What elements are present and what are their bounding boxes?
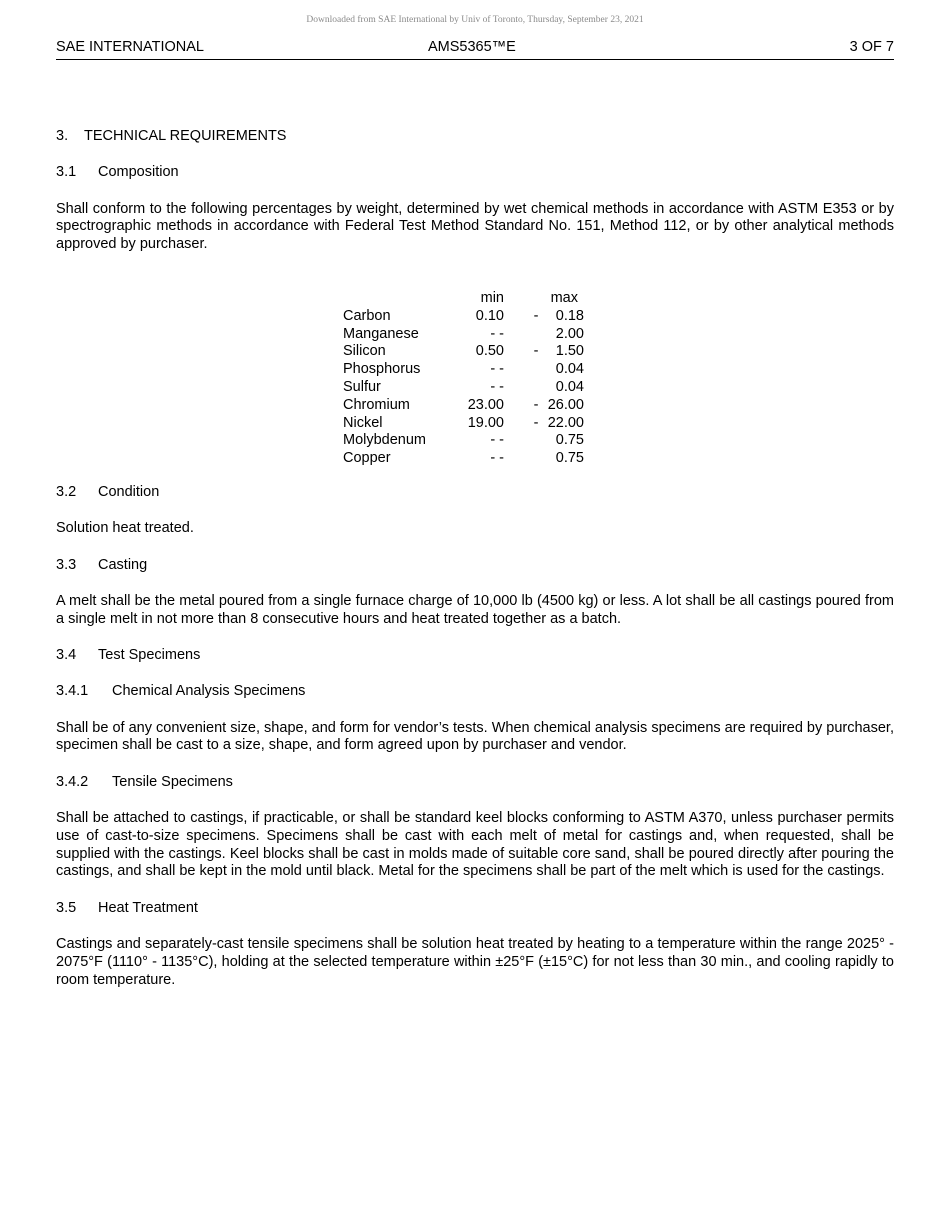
section-number: 3.3 <box>56 556 77 573</box>
composition-table <box>56 290 894 466</box>
section-title: Tensile Specimens <box>112 773 233 790</box>
max-value: 2.00 <box>555 325 584 342</box>
header-page-number: 3 OF 7 <box>849 39 894 55</box>
element-name: Nickel <box>343 414 383 431</box>
section-number: 3.4.2 <box>56 773 89 790</box>
max-value: 22.00 <box>547 414 584 431</box>
range-dash: - <box>533 396 539 413</box>
section-number: 3.4 <box>56 646 77 663</box>
header-document-number: AMS5365™E <box>428 39 516 55</box>
element-name: Silicon <box>343 343 386 360</box>
max-value: 0.18 <box>555 307 584 324</box>
element-name: Sulfur <box>343 378 381 395</box>
section-title: Chemical Analysis Specimens <box>112 683 306 700</box>
min-value: - - <box>490 432 504 449</box>
section-title: Condition <box>98 483 160 500</box>
min-value: 19.00 <box>467 414 504 431</box>
section-title: Composition <box>98 164 179 181</box>
max-value: 0.04 <box>555 361 584 378</box>
max-value: 0.75 <box>555 450 584 467</box>
section-number: 3. <box>56 128 69 144</box>
section-title: TECHNICAL REQUIREMENTS <box>84 128 287 144</box>
section-title: Heat Treatment <box>98 899 198 916</box>
chemical-analysis-paragraph: Shall be of any convenient size, shape, and form for vendor’s tests. When chemical analysis specimens are required by purchaser, specimen shall be cast to a size, shape, and form agreed upon by purchaser and vendor. <box>56 719 894 754</box>
section-heading-3-2 <box>56 484 894 502</box>
section-heading-3-4 <box>56 647 894 665</box>
heat-treatment-paragraph: Castings and separately-cast tensile specimens shall be solution heat treated by heating to a temperature within the range 2025° - 2075°F (1110° - 1135°C), holding at the selected temperature within ±25°F (±15°C) for not less than 30 min., and cooling rapidly to room temperature. <box>56 935 894 988</box>
section-heading-3-3 <box>56 557 894 575</box>
min-value: 0.10 <box>475 307 504 324</box>
element-name: Manganese <box>343 325 419 342</box>
section-number: 3.2 <box>56 483 77 500</box>
element-name: Phosphorus <box>343 361 421 378</box>
section-heading-3 <box>56 128 894 146</box>
composition-row <box>56 361 894 379</box>
element-name: Molybdenum <box>343 432 427 449</box>
min-value: - - <box>490 450 504 467</box>
max-value: 0.04 <box>555 378 584 395</box>
max-value: 0.75 <box>555 432 584 449</box>
column-header-min: min <box>480 289 504 306</box>
section-number: 3.5 <box>56 899 77 916</box>
condition-paragraph: Solution heat treated. <box>56 520 194 537</box>
section-number: 3.4.1 <box>56 683 89 700</box>
max-value: 26.00 <box>547 396 584 413</box>
section-heading-3-4-2 <box>56 774 894 792</box>
composition-row <box>56 450 894 468</box>
section-title: Test Specimens <box>98 646 201 663</box>
download-watermark: Downloaded from SAE International by Univ of Toronto, Thursday, September 23, 2021 <box>306 15 644 25</box>
min-value: - - <box>490 361 504 378</box>
min-value: 23.00 <box>467 396 504 413</box>
composition-row <box>56 397 894 415</box>
range-dash: - <box>533 414 539 431</box>
range-dash: - <box>533 343 539 360</box>
casting-paragraph: A melt shall be the metal poured from a single furnace charge of 10,000 lb (4500 kg) or less. A lot shall be all castings poured from a single melt in not more than 8 consecutive hours and heat treated together as a batch. <box>56 592 894 627</box>
composition-row <box>56 432 894 450</box>
section-heading-3-5 <box>56 900 894 918</box>
composition-row <box>56 343 894 361</box>
max-value: 1.50 <box>555 343 584 360</box>
min-value: 0.50 <box>475 343 504 360</box>
column-header-max: max <box>550 289 578 306</box>
section-heading-3-4-1 <box>56 683 894 701</box>
composition-row <box>56 326 894 344</box>
range-dash: - <box>533 307 539 324</box>
section-number: 3.1 <box>56 164 77 181</box>
element-name: Carbon <box>343 307 391 324</box>
composition-paragraph: Shall conform to the following percentages by weight, determined by wet chemical methods in accordance with ASTM E353 or by spectrographic methods in accordance with Federal Test Method Standard No. 151, Method 112, or by other analytical methods approved by purchaser. <box>56 200 894 253</box>
page-header <box>56 39 894 60</box>
section-title: Casting <box>98 556 148 573</box>
min-value: - - <box>490 325 504 342</box>
element-name: Chromium <box>343 396 410 413</box>
header-publisher: SAE INTERNATIONAL <box>56 39 204 55</box>
document-body <box>56 128 894 989</box>
table-header-row <box>56 290 894 308</box>
composition-row <box>56 415 894 433</box>
composition-row <box>56 379 894 397</box>
min-value: - - <box>490 378 504 395</box>
tensile-specimens-paragraph: Shall be attached to castings, if practicable, or shall be standard keel blocks conforming to ASTM A370, unless purchaser permits use of cast-to-size specimens. Specimens shall be cast with each melt of metal for castings and, when requested, shall be supplied with the castings. Keel blocks shall be cast in molds made of suitable core sand, shall be poured directly after pouring the castings, and shall be kept in the mold until black. Metal for the specimens shall be part of the melt which is used for the castings. <box>56 809 894 880</box>
composition-row <box>56 308 894 326</box>
element-name: Copper <box>343 450 391 467</box>
section-heading-3-1 <box>56 164 894 182</box>
